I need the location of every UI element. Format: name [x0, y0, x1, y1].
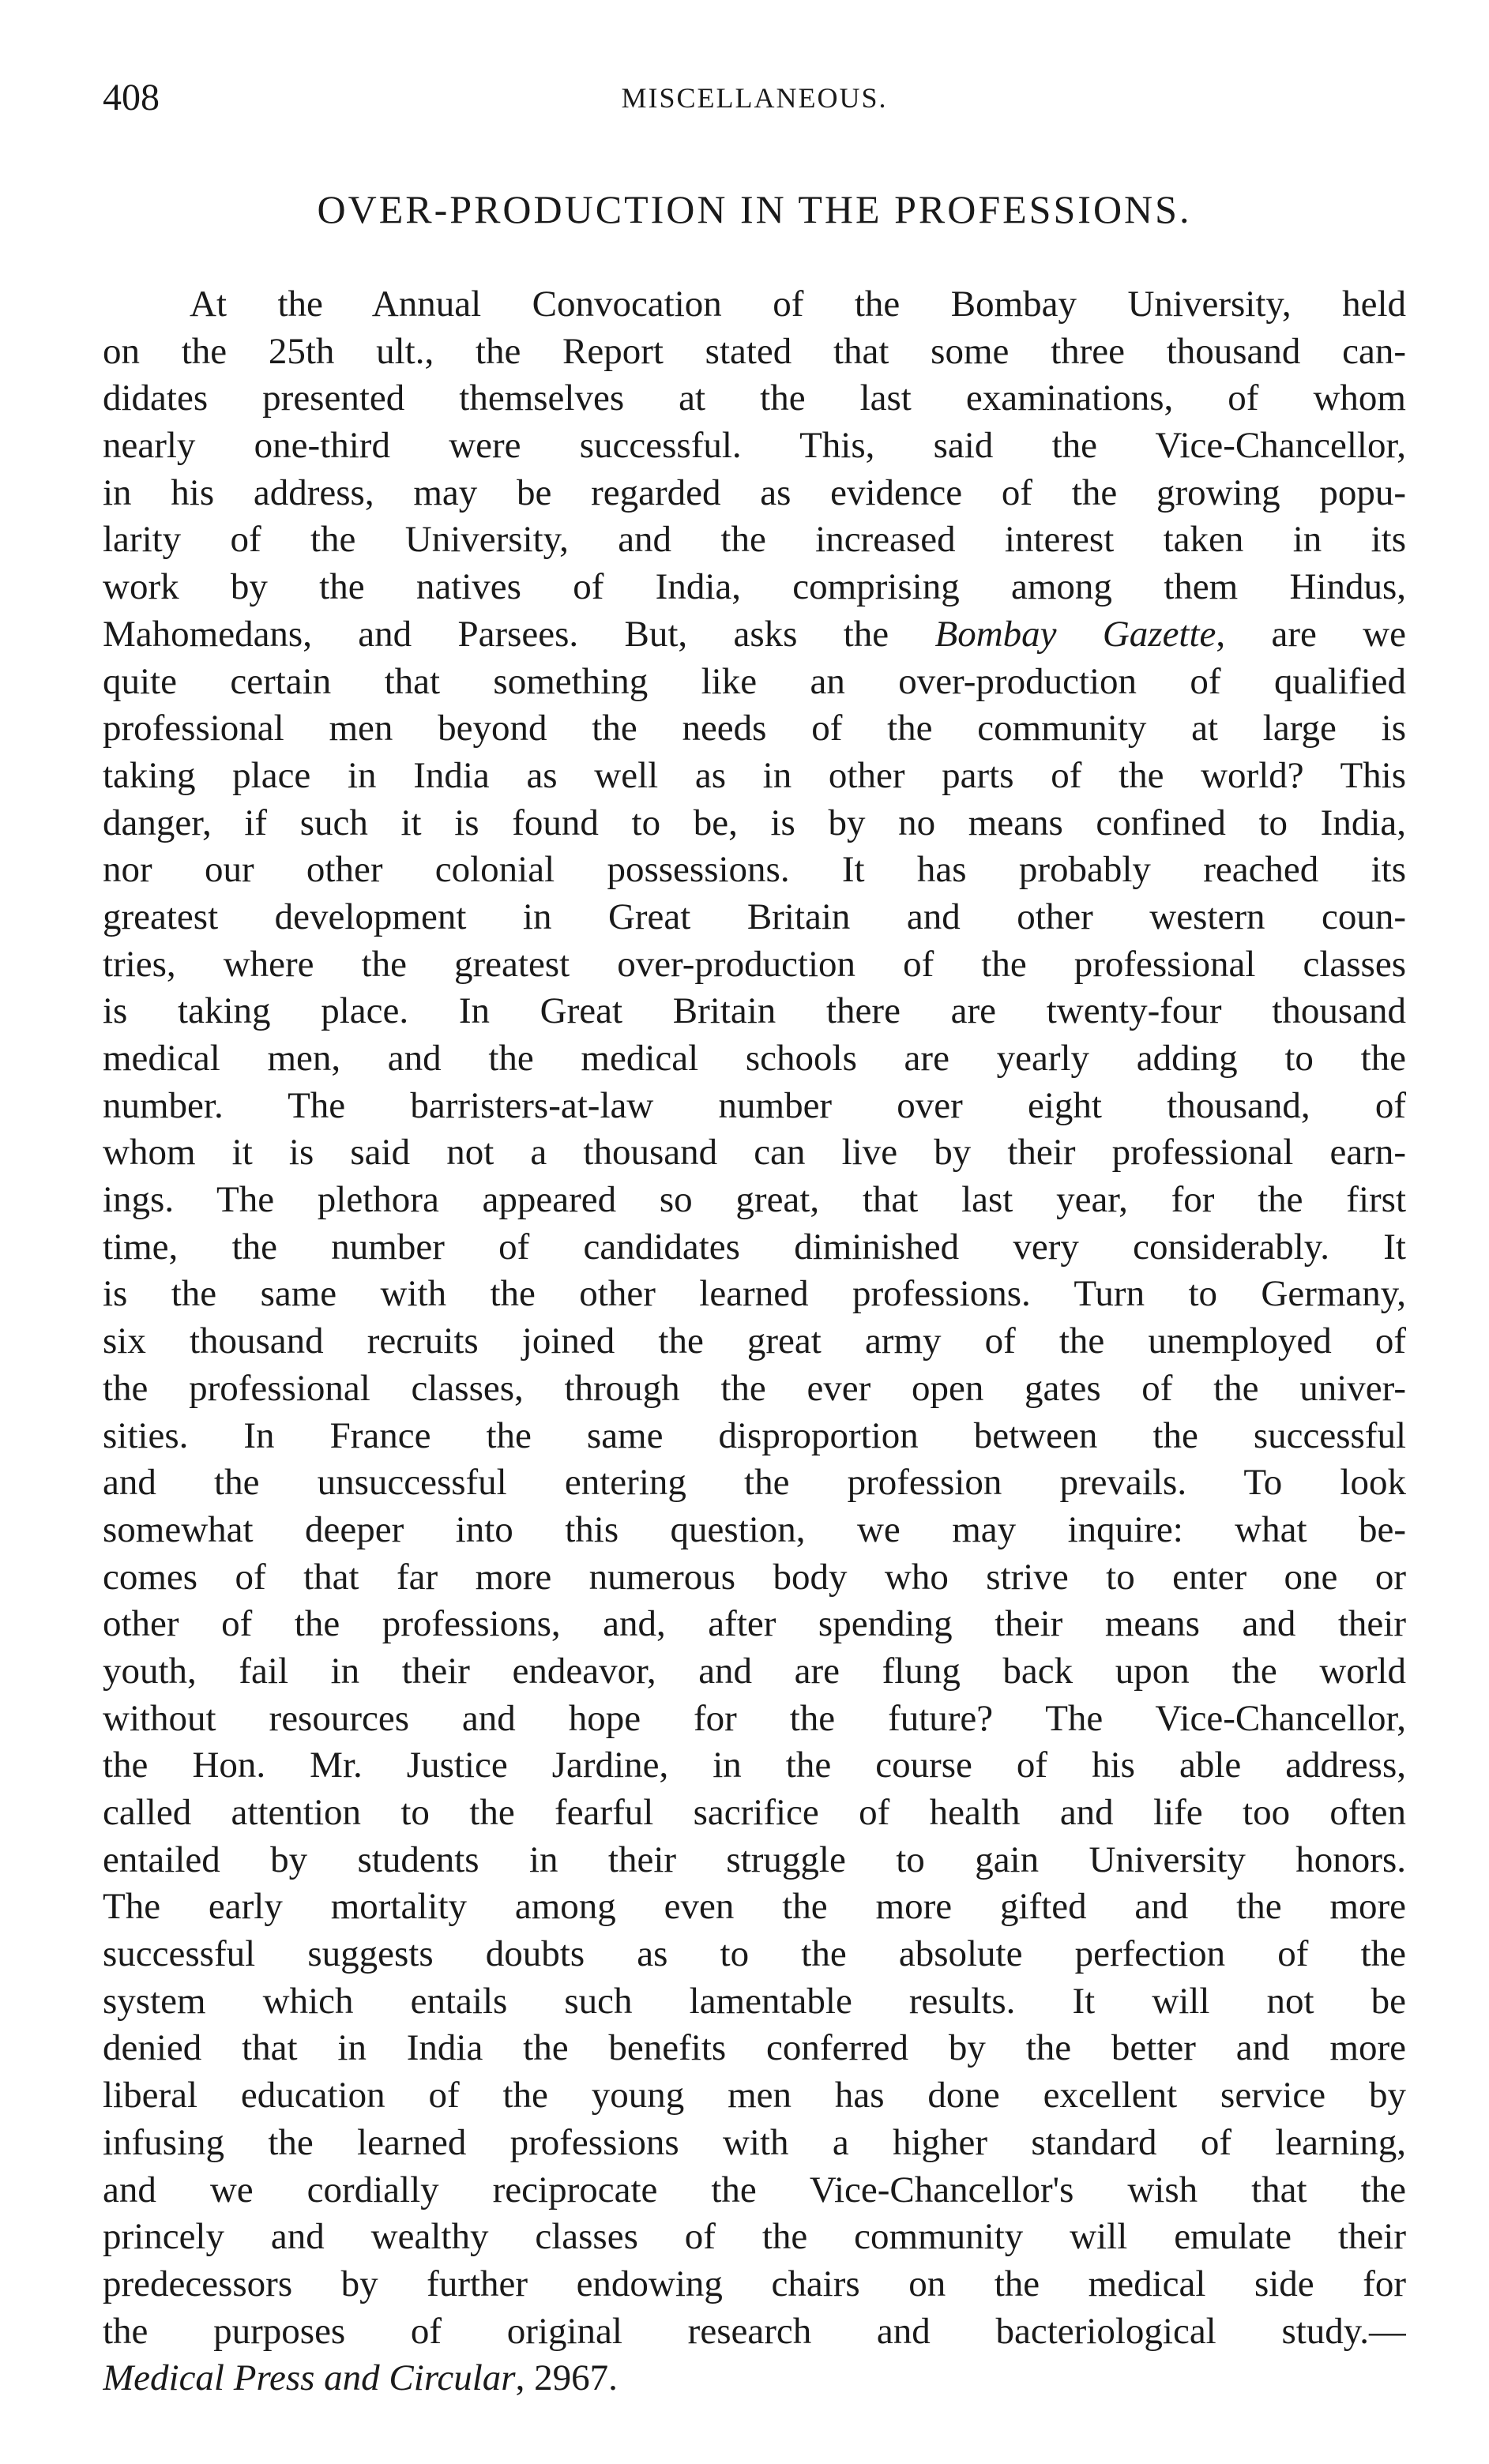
- article-line: somewhat deeper into this question, we may inquire: what be-: [103, 1508, 1406, 1550]
- article-line: system which entails such lamentable results. It will not be: [103, 1980, 1406, 2022]
- article-line: six thousand recruits joined the great army of the unemployed of: [103, 1320, 1406, 1362]
- page: [103, 47, 1406, 2417]
- article-line: quite certain that something like an over-production of qualified: [103, 660, 1406, 702]
- article-line-text: Mahomedans, and Parsees. But, asks the: [103, 613, 935, 655]
- cited-source-medical-press: Medical Press and Circular: [103, 2357, 516, 2399]
- article-line: medical men, and the medical schools are yearly adding to the: [103, 1038, 1406, 1079]
- article-line: time, the number of candidates diminished very considerably. It: [103, 1226, 1406, 1268]
- article-line: called attention to the fearful sacrifice of health and life too often: [103, 1792, 1406, 1833]
- article-line: the purposes of original research and bacteriological study.—: [103, 2310, 1406, 2352]
- article-line-text: , are we: [1216, 613, 1406, 655]
- article-line: princely and wealthy classes of the community will emulate their: [103, 2216, 1406, 2258]
- article-line: and we cordially reciprocate the Vice-Chancellor's wish that the: [103, 2169, 1406, 2210]
- article-line: successful suggests doubts as to the absolute perfection of the: [103, 1933, 1406, 1975]
- article-line: the professional classes, through the ever open gates of the univer-: [103, 1367, 1406, 1409]
- article-line: without resources and hope for the future? The Vice-Chancellor,: [103, 1697, 1406, 1739]
- article-line: denied that in India the benefits conferred by the better and more: [103, 2027, 1406, 2069]
- running-head: [103, 74, 1406, 122]
- running-title: MISCELLANEOUS.: [621, 82, 888, 114]
- article-line: The early mortality among even the more gifted and the more: [103, 1886, 1406, 1928]
- article-line: youth, fail in their endeavor, and are flung back upon the world: [103, 1650, 1406, 1692]
- article-line: sities. In France the same disproportion between the successful: [103, 1414, 1406, 1456]
- article-body: [103, 281, 1406, 2402]
- article-line: nearly one-third were successful. This, said the Vice-Chancellor,: [103, 425, 1406, 467]
- cited-source-bombay-gazette: Bombay Gazette: [934, 613, 1216, 655]
- article-line: is taking place. In Great Britain there are twenty-four thousand: [103, 990, 1406, 1032]
- article-line: predecessors by further endowing chairs on the medical side for: [103, 2263, 1406, 2304]
- article-source-line: [103, 2355, 1406, 2402]
- article-line: on the 25th ult., the Report stated that some three thousand can-: [103, 330, 1406, 372]
- article-line: is the same with the other learned professions. Turn to Germany,: [103, 1273, 1406, 1315]
- article-line: ings. The plethora appeared so great, that last year, for the first: [103, 1179, 1406, 1221]
- article-line: and the unsuccessful entering the profession prevails. To look: [103, 1462, 1406, 1504]
- article-line: danger, if such it is found to be, is by no means confined to India,: [103, 802, 1406, 843]
- article-line: larity of the University, and the increased interest taken in its: [103, 519, 1406, 561]
- article-title: OVER-PRODUCTION IN THE PROFESSIONS.: [317, 187, 1192, 231]
- article-source-tail: , 2967.: [515, 2357, 618, 2399]
- article-line: taking place in India as well as in other parts of the world? This: [103, 754, 1406, 796]
- article-line: work by the natives of India, comprising among them Hindus,: [103, 566, 1406, 608]
- article-line: tries, where the greatest over-production of the professional classes: [103, 943, 1406, 985]
- article-line: professional men beyond the needs of the community at large is: [103, 708, 1406, 749]
- article-line: At the Annual Convocation of the Bombay University, held: [190, 284, 1406, 325]
- article-line: greatest development in Great Britain and other western coun-: [103, 896, 1406, 937]
- article-line: infusing the learned professions with a higher standard of learning,: [103, 2121, 1406, 2163]
- article-line: nor our other colonial possessions. It has probably reached its: [103, 849, 1406, 891]
- article-line: liberal education of the young men has done excellent service by: [103, 2075, 1406, 2117]
- article-line: in his address, may be regarded as evidence of the growing popu-: [103, 471, 1406, 513]
- article-line: the Hon. Mr. Justice Jardine, in the course of his able address,: [103, 1745, 1406, 1786]
- article-line: didates presented themselves at the last examinations, of whom: [103, 377, 1406, 419]
- article-line: other of the professions, and, after spending their means and their: [103, 1603, 1406, 1645]
- article-line: whom it is said not a thousand can live by their professional earn-: [103, 1132, 1406, 1174]
- article-line: comes of that far more numerous body who strive to enter one or: [103, 1556, 1406, 1598]
- article-line: [103, 611, 1406, 659]
- page-number: 408: [103, 77, 160, 118]
- article-line: entailed by students in their struggle to gain University honors.: [103, 1839, 1406, 1880]
- article-line: number. The barristers-at-law number over eight thousand, of: [103, 1084, 1406, 1126]
